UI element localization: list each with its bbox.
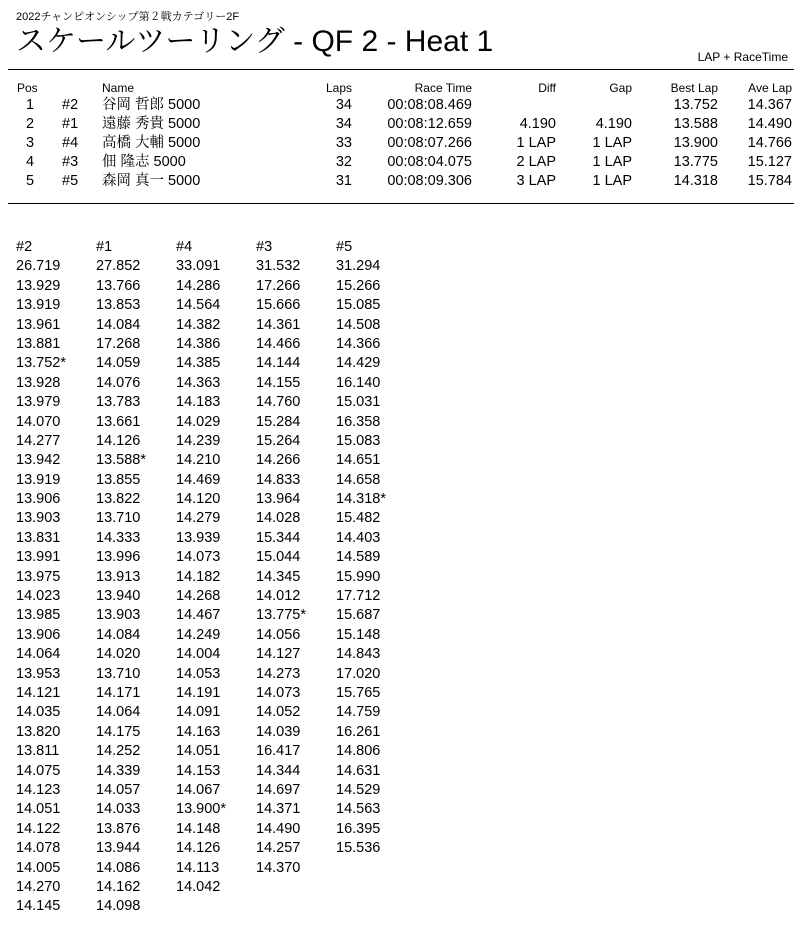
lap-time: 15.990 bbox=[336, 568, 381, 585]
lap-time: 14.163 bbox=[176, 723, 221, 740]
lap-time: 14.631 bbox=[336, 762, 381, 779]
lap-time: 13.906 bbox=[16, 491, 61, 508]
lap-time: 13.919 bbox=[16, 297, 61, 314]
cell-best-lap: 14.318 bbox=[673, 173, 718, 189]
cell-driver-name: 佃 隆志 5000 bbox=[102, 154, 186, 170]
lap-column bbox=[176, 238, 256, 917]
lap-time: 15.666 bbox=[256, 297, 301, 314]
lap-time: 13.876 bbox=[96, 820, 141, 837]
lap-time: 14.363 bbox=[176, 374, 221, 391]
lap-time: 15.264 bbox=[256, 432, 301, 449]
lap-time: 13.822 bbox=[96, 491, 141, 508]
lap-time: 13.752* bbox=[16, 355, 66, 372]
lap-time: 14.366 bbox=[336, 335, 381, 352]
lap-time: 14.073 bbox=[256, 684, 301, 701]
lap-time: 14.467 bbox=[176, 607, 221, 624]
lap-time: 14.833 bbox=[256, 471, 301, 488]
col-header-diff: Diff bbox=[538, 81, 556, 95]
cell-car-number: #3 bbox=[62, 154, 79, 170]
lap-time: 14.171 bbox=[96, 684, 141, 701]
cell-pos: 5 bbox=[25, 173, 35, 189]
lap-time: 14.361 bbox=[256, 316, 301, 333]
lap-time: 13.906 bbox=[16, 626, 61, 643]
cell-driver-name: 遠藤 秀貴 5000 bbox=[102, 116, 201, 132]
cell-race-time: 00:08:04.075 bbox=[387, 154, 472, 170]
lap-time: 13.710 bbox=[96, 510, 141, 527]
cell-pos: 3 bbox=[25, 135, 35, 151]
cell-car-number: #5 bbox=[62, 173, 79, 189]
lap-time: 14.148 bbox=[176, 820, 221, 837]
lap-time: 15.148 bbox=[336, 626, 381, 643]
results-header-row bbox=[0, 80, 800, 96]
lap-time: 14.057 bbox=[96, 781, 141, 798]
lap-time: 14.344 bbox=[256, 762, 301, 779]
lap-time: 14.012 bbox=[256, 588, 301, 605]
lap-time: 14.155 bbox=[256, 374, 301, 391]
lap-time: 14.075 bbox=[16, 762, 61, 779]
page-title: スケールツーリング - QF 2 - Heat 1 bbox=[16, 25, 494, 58]
lap-time: 13.919 bbox=[16, 471, 61, 488]
table-row bbox=[0, 115, 800, 134]
lap-column-header: #3 bbox=[256, 239, 273, 255]
results-divider bbox=[8, 203, 794, 204]
lap-time: 14.239 bbox=[176, 432, 221, 449]
col-header-race-time: Race Time bbox=[414, 81, 472, 95]
lap-time: 13.929 bbox=[16, 277, 61, 294]
lap-time: 14.318* bbox=[336, 491, 386, 508]
lap-time: 13.661 bbox=[96, 413, 141, 430]
lap-time: 13.855 bbox=[96, 471, 141, 488]
cell-best-lap: 13.588 bbox=[673, 116, 718, 132]
cell-laps: 34 bbox=[335, 116, 352, 132]
lap-time: 14.651 bbox=[336, 452, 381, 469]
lap-time: 15.266 bbox=[336, 277, 381, 294]
lap-time: 14.126 bbox=[176, 840, 221, 857]
lap-time: 14.183 bbox=[176, 394, 221, 411]
lap-time: 14.029 bbox=[176, 413, 221, 430]
cell-car-number: #4 bbox=[62, 135, 79, 151]
cell-car-number: #1 bbox=[62, 116, 79, 132]
lap-time: 14.277 bbox=[16, 432, 61, 449]
cell-best-lap: 13.752 bbox=[673, 97, 718, 113]
lap-times-grid bbox=[16, 238, 416, 917]
lap-time: 14.033 bbox=[96, 801, 141, 818]
cell-car-number: #2 bbox=[62, 97, 79, 113]
col-header-gap: Gap bbox=[609, 81, 632, 95]
lap-time: 14.144 bbox=[256, 355, 301, 372]
event-subtitle: 2022チャンピオンシップ第２戦カテゴリー2F bbox=[16, 11, 240, 23]
lap-time: 15.284 bbox=[256, 413, 301, 430]
lap-time: 14.385 bbox=[176, 355, 221, 372]
lap-time: 14.056 bbox=[256, 626, 301, 643]
lap-time: 14.070 bbox=[16, 413, 61, 430]
cell-gap: 1 LAP bbox=[592, 135, 632, 151]
lap-time: 14.257 bbox=[256, 840, 301, 857]
lap-time: 14.469 bbox=[176, 471, 221, 488]
lap-time: 17.268 bbox=[96, 335, 141, 352]
lap-time: 13.783 bbox=[96, 394, 141, 411]
header-divider bbox=[8, 69, 794, 70]
lap-time: 13.991 bbox=[16, 549, 61, 566]
lap-time: 14.268 bbox=[176, 588, 221, 605]
lap-time: 14.759 bbox=[336, 704, 381, 721]
cell-pos: 2 bbox=[25, 116, 35, 132]
lap-time: 14.403 bbox=[336, 529, 381, 546]
lap-column-header: #2 bbox=[16, 239, 33, 255]
lap-time: 14.126 bbox=[96, 432, 141, 449]
lap-time: 14.210 bbox=[176, 452, 221, 469]
lap-time: 14.382 bbox=[176, 316, 221, 333]
lap-time: 14.508 bbox=[336, 316, 381, 333]
lap-time: 14.076 bbox=[96, 374, 141, 391]
col-header-laps: Laps bbox=[325, 81, 352, 95]
lap-time: 13.766 bbox=[96, 277, 141, 294]
lap-time: 14.697 bbox=[256, 781, 301, 798]
lap-time: 13.588* bbox=[96, 452, 146, 469]
results-table bbox=[0, 80, 800, 191]
lap-time: 13.900* bbox=[176, 801, 226, 818]
cell-laps: 34 bbox=[335, 97, 352, 113]
lap-time: 14.286 bbox=[176, 277, 221, 294]
lap-time: 15.031 bbox=[336, 394, 381, 411]
lap-time: 14.175 bbox=[96, 723, 141, 740]
lap-time: 14.059 bbox=[96, 355, 141, 372]
cell-laps: 32 bbox=[335, 154, 352, 170]
lap-time: 17.266 bbox=[256, 277, 301, 294]
lap-time: 15.482 bbox=[336, 510, 381, 527]
lap-time: 16.358 bbox=[336, 413, 381, 430]
lap-time: 14.270 bbox=[16, 878, 61, 895]
lap-time: 14.084 bbox=[96, 316, 141, 333]
lap-time: 26.719 bbox=[16, 258, 61, 275]
lap-time: 14.123 bbox=[16, 781, 61, 798]
lap-time: 14.249 bbox=[176, 626, 221, 643]
cell-race-time: 00:08:07.266 bbox=[387, 135, 472, 151]
col-header-pos: Pos bbox=[17, 81, 38, 95]
lap-time: 14.182 bbox=[176, 568, 221, 585]
lap-time: 14.127 bbox=[256, 646, 301, 663]
lap-time: 14.279 bbox=[176, 510, 221, 527]
lap-time: 14.345 bbox=[256, 568, 301, 585]
lap-time: 14.091 bbox=[176, 704, 221, 721]
cell-race-time: 00:08:08.469 bbox=[387, 97, 472, 113]
lap-time: 14.760 bbox=[256, 394, 301, 411]
lap-time: 16.261 bbox=[336, 723, 381, 740]
col-header-ave-lap: Ave Lap bbox=[748, 81, 792, 95]
lap-time: 14.005 bbox=[16, 859, 61, 876]
cell-driver-name: 森岡 真一 5000 bbox=[102, 173, 201, 189]
cell-pos: 1 bbox=[25, 97, 35, 113]
table-row bbox=[0, 96, 800, 115]
lap-time: 17.020 bbox=[336, 665, 381, 682]
table-row bbox=[0, 172, 800, 191]
lap-time: 14.121 bbox=[16, 684, 61, 701]
lap-time: 15.687 bbox=[336, 607, 381, 624]
lap-time: 13.811 bbox=[16, 743, 60, 760]
lap-time: 15.083 bbox=[336, 432, 381, 449]
cell-race-time: 00:08:09.306 bbox=[387, 173, 472, 189]
lap-column-header: #5 bbox=[336, 239, 353, 255]
lap-time: 14.370 bbox=[256, 859, 301, 876]
lap-time: 14.052 bbox=[256, 704, 301, 721]
lap-column-header: #4 bbox=[176, 239, 193, 255]
lap-column bbox=[336, 238, 416, 917]
lap-time: 13.942 bbox=[16, 452, 61, 469]
lap-time: 16.417 bbox=[256, 743, 301, 760]
lap-time: 14.035 bbox=[16, 704, 61, 721]
lap-time: 13.853 bbox=[96, 297, 141, 314]
lap-time: 13.903 bbox=[96, 607, 141, 624]
lap-time: 14.466 bbox=[256, 335, 301, 352]
lap-time: 14.004 bbox=[176, 646, 221, 663]
lap-time: 14.252 bbox=[96, 743, 141, 760]
lap-time: 14.266 bbox=[256, 452, 301, 469]
lap-time: 31.532 bbox=[256, 258, 301, 275]
lap-time: 14.806 bbox=[336, 743, 381, 760]
lap-time: 13.913 bbox=[96, 568, 141, 585]
lap-time: 14.529 bbox=[336, 781, 381, 798]
lap-time: 13.964 bbox=[256, 491, 301, 508]
cell-ave-lap: 15.784 bbox=[747, 173, 792, 189]
cell-gap: 1 LAP bbox=[592, 154, 632, 170]
lap-time: 14.098 bbox=[96, 898, 141, 915]
lap-time: 14.120 bbox=[176, 491, 221, 508]
lap-time: 14.563 bbox=[336, 801, 381, 818]
lap-time: 13.944 bbox=[96, 840, 141, 857]
cell-diff: 3 LAP bbox=[516, 173, 556, 189]
lap-time: 15.765 bbox=[336, 684, 381, 701]
cell-race-time: 00:08:12.659 bbox=[387, 116, 472, 132]
lap-time: 14.339 bbox=[96, 762, 141, 779]
lap-time: 14.371 bbox=[256, 801, 301, 818]
lap-time: 14.042 bbox=[176, 878, 221, 895]
lap-time: 13.961 bbox=[16, 316, 61, 333]
lap-column bbox=[16, 238, 96, 917]
lap-time: 31.294 bbox=[336, 258, 381, 275]
lap-time: 14.067 bbox=[176, 781, 221, 798]
lap-time: 13.710 bbox=[96, 665, 141, 682]
lap-time: 14.658 bbox=[336, 471, 381, 488]
lap-time: 13.940 bbox=[96, 588, 141, 605]
lap-time: 13.979 bbox=[16, 394, 61, 411]
cell-best-lap: 13.775 bbox=[673, 154, 718, 170]
lap-time: 13.903 bbox=[16, 510, 61, 527]
lap-time: 14.113 bbox=[176, 859, 220, 876]
cell-ave-lap: 14.490 bbox=[747, 116, 792, 132]
cell-diff: 1 LAP bbox=[516, 135, 556, 151]
lap-time: 14.023 bbox=[16, 588, 61, 605]
cell-ave-lap: 15.127 bbox=[747, 154, 792, 170]
lap-column bbox=[96, 238, 176, 917]
lap-time: 13.939 bbox=[176, 529, 221, 546]
lap-time: 14.153 bbox=[176, 762, 221, 779]
table-row bbox=[0, 153, 800, 172]
lap-time: 15.085 bbox=[336, 297, 381, 314]
lap-time: 13.775* bbox=[256, 607, 306, 624]
lap-time: 14.333 bbox=[96, 529, 141, 546]
cell-gap: 1 LAP bbox=[592, 173, 632, 189]
lap-time: 14.589 bbox=[336, 549, 381, 566]
lap-time: 14.051 bbox=[16, 801, 61, 818]
cell-diff: 4.190 bbox=[519, 116, 556, 132]
cell-gap: 4.190 bbox=[595, 116, 632, 132]
lap-time: 14.162 bbox=[96, 878, 141, 895]
lap-time: 27.852 bbox=[96, 258, 141, 275]
lap-time: 14.020 bbox=[96, 646, 141, 663]
col-header-best-lap: Best Lap bbox=[670, 81, 718, 95]
lap-time: 14.273 bbox=[256, 665, 301, 682]
cell-laps: 31 bbox=[335, 173, 352, 189]
cell-ave-lap: 14.367 bbox=[747, 97, 792, 113]
lap-time: 14.386 bbox=[176, 335, 221, 352]
timing-mode-label: LAP + RaceTime bbox=[697, 50, 788, 64]
cell-best-lap: 13.900 bbox=[673, 135, 718, 151]
lap-time: 14.064 bbox=[16, 646, 61, 663]
lap-time: 15.536 bbox=[336, 840, 381, 857]
lap-column bbox=[256, 238, 336, 917]
lap-time: 14.490 bbox=[256, 820, 301, 837]
lap-time: 13.953 bbox=[16, 665, 61, 682]
lap-time: 16.140 bbox=[336, 374, 381, 391]
lap-time: 14.064 bbox=[96, 704, 141, 721]
lap-time: 14.051 bbox=[176, 743, 221, 760]
lap-time: 14.053 bbox=[176, 665, 221, 682]
lap-time: 14.078 bbox=[16, 840, 61, 857]
lap-time: 13.975 bbox=[16, 568, 61, 585]
lap-time: 15.344 bbox=[256, 529, 301, 546]
lap-time: 14.191 bbox=[176, 684, 221, 701]
lap-time: 14.145 bbox=[16, 898, 61, 915]
lap-time: 16.395 bbox=[336, 820, 381, 837]
lap-time: 14.086 bbox=[96, 859, 141, 876]
lap-time: 14.564 bbox=[176, 297, 221, 314]
lap-time: 14.039 bbox=[256, 723, 301, 740]
col-header-name: Name bbox=[102, 81, 135, 95]
lap-time: 13.831 bbox=[16, 529, 61, 546]
lap-time: 13.996 bbox=[96, 549, 141, 566]
lap-time: 14.028 bbox=[256, 510, 301, 527]
cell-pos: 4 bbox=[25, 154, 35, 170]
cell-diff: 2 LAP bbox=[516, 154, 556, 170]
lap-time: 14.429 bbox=[336, 355, 381, 372]
lap-time: 13.928 bbox=[16, 374, 61, 391]
lap-time: 14.073 bbox=[176, 549, 221, 566]
lap-time: 15.044 bbox=[256, 549, 301, 566]
cell-driver-name: 谷岡 哲郎 5000 bbox=[102, 97, 201, 113]
lap-time: 14.122 bbox=[16, 820, 61, 837]
cell-laps: 33 bbox=[335, 135, 352, 151]
lap-time: 13.881 bbox=[16, 335, 61, 352]
lap-column-header: #1 bbox=[96, 239, 113, 255]
lap-time: 13.985 bbox=[16, 607, 61, 624]
cell-ave-lap: 14.766 bbox=[747, 135, 792, 151]
lap-time: 14.843 bbox=[336, 646, 381, 663]
lap-time: 13.820 bbox=[16, 723, 61, 740]
table-row bbox=[0, 134, 800, 153]
lap-time: 33.091 bbox=[176, 258, 221, 275]
lap-time: 14.084 bbox=[96, 626, 141, 643]
cell-driver-name: 高橋 大輔 5000 bbox=[102, 135, 201, 151]
lap-time: 17.712 bbox=[336, 588, 381, 605]
